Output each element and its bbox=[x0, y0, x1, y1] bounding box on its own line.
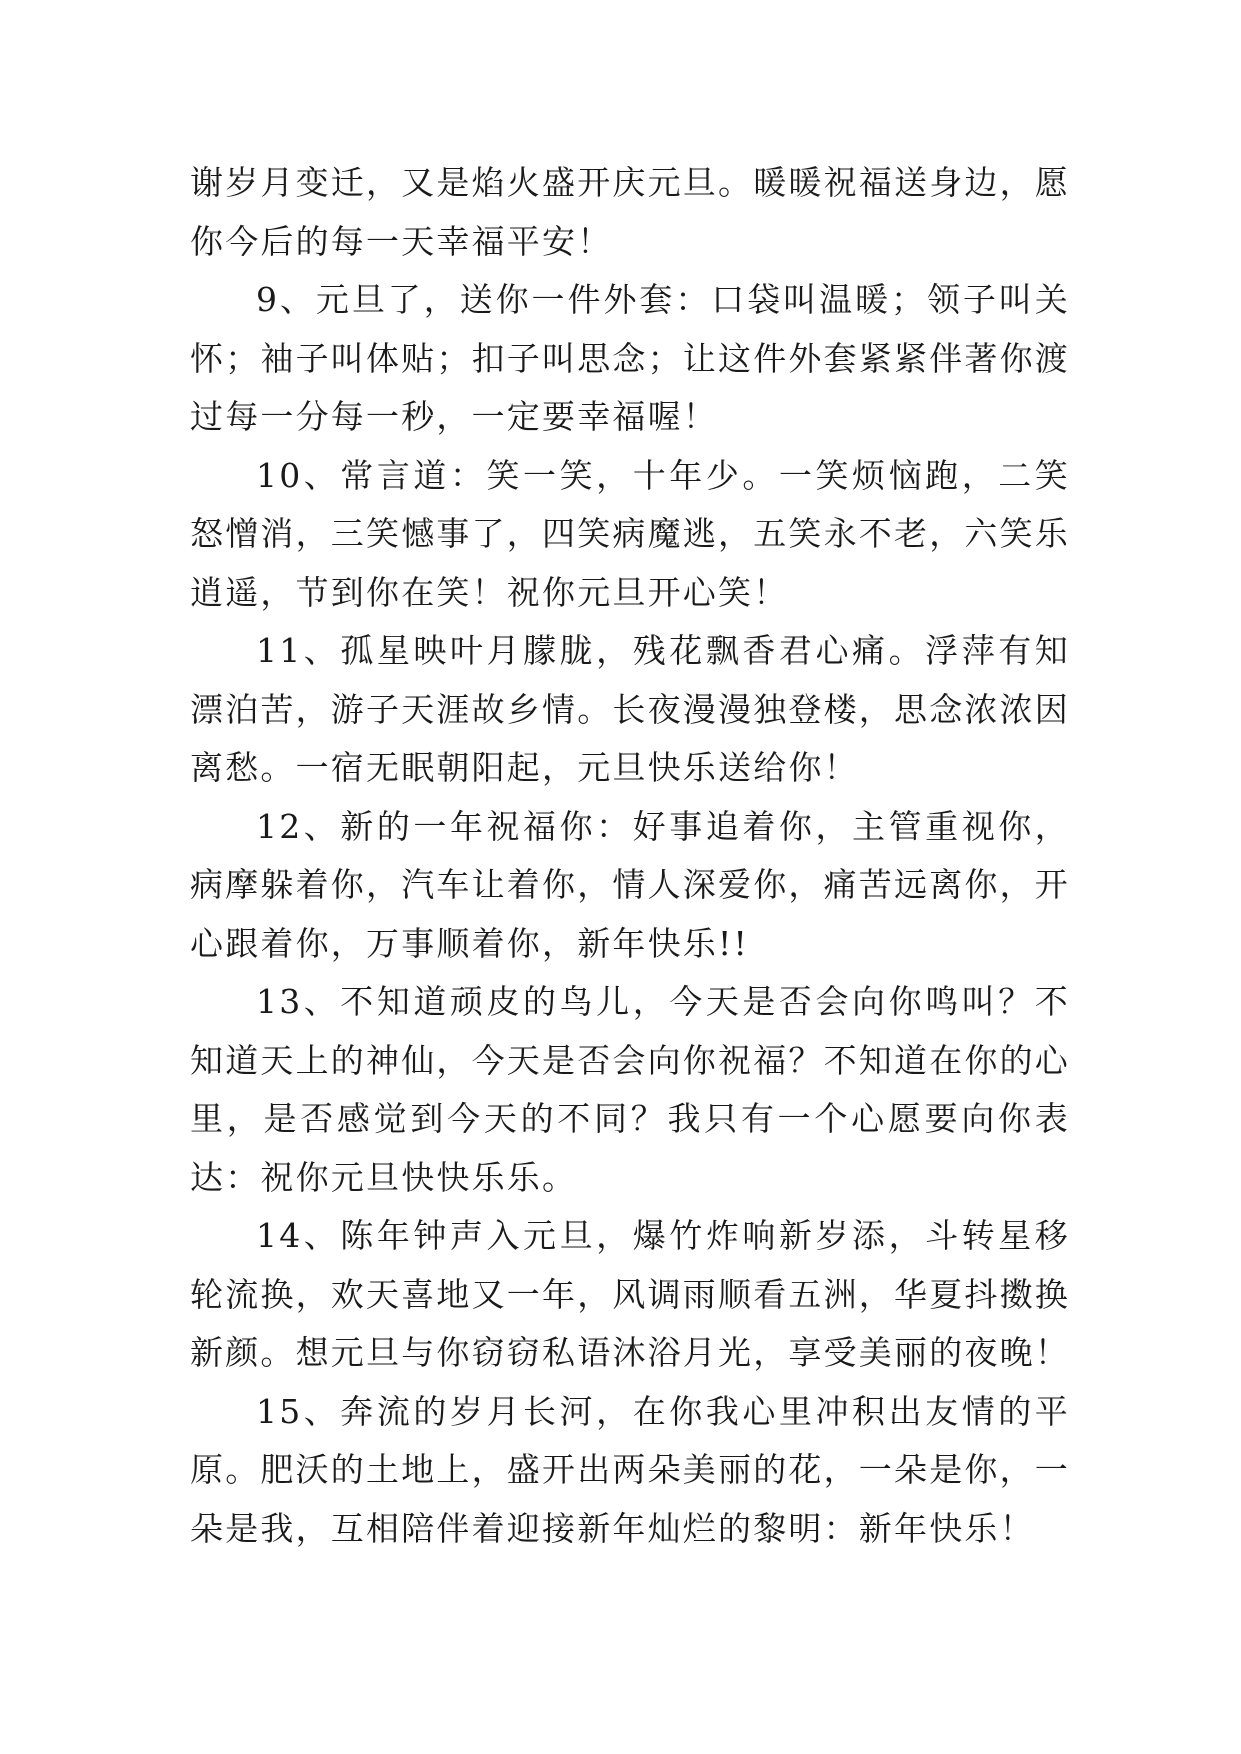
paragraph-greeting-14: 14、陈年钟声入元旦，爆竹炸响新岁添，斗转星移轮流换，欢天喜地又一年，风调雨顺看五洲，华夏抖擞换新颜。想元旦与你窃窃私语沐浴月光，享受美丽的夜晚！ bbox=[190, 1216, 1070, 1372]
paragraph-continuation: 谢岁月变迁，又是焰火盛开庆元旦。暖暖祝福送身边，愿你今后的每一天幸福平安！ bbox=[190, 163, 1070, 261]
paragraph-greeting-11: 11、孤星映叶月朦胧，残花飘香君心痛。浮萍有知漂泊苦，游子天涯故乡情。长夜漫漫独登楼，思念浓浓因离愁。一宿无眠朝阳起，元旦快乐送给你！ bbox=[190, 631, 1070, 787]
paragraph-greeting-15: 15、奔流的岁月长河，在你我心里冲积出友情的平原。肥沃的土地上，盛开出两朵美丽的花，一朵是你，一朵是我，互相陪伴着迎接新年灿烂的黎明：新年快乐！ bbox=[190, 1391, 1070, 1548]
document-body bbox=[190, 154, 1070, 1558]
paragraph-greeting-12: 12、新的一年祝福你：好事追着你，主管重视你，病摩躲着你，汽车让着你，情人深爱你，痛苦远离你，开心跟着你，万事顺着你，新年快乐!! bbox=[190, 806, 1070, 963]
paragraph-greeting-13: 13、不知道顽皮的鸟儿，今天是否会向你鸣叫？不知道天上的神仙，今天是否会向你祝福？不知道在你的心里，是否感觉到今天的不同？我只有一个心愿要向你表达：祝你元旦快快乐乐。 bbox=[190, 982, 1070, 1197]
paragraph-greeting-9: 9、元旦了，送你一件外套：口袋叫温暖；领子叫关怀；袖子叫体贴；扣子叫思念；让这件外套紧紧伴著你渡过每一分每一秒，一定要幸福喔！ bbox=[190, 280, 1070, 436]
paragraph-greeting-10: 10、常言道：笑一笑，十年少。一笑烦恼跑，二笑怒憎消，三笑憾事了，四笑病魔逃，五笑永不老，六笑乐逍遥，节到你在笑！祝你元旦开心笑！ bbox=[190, 455, 1070, 612]
